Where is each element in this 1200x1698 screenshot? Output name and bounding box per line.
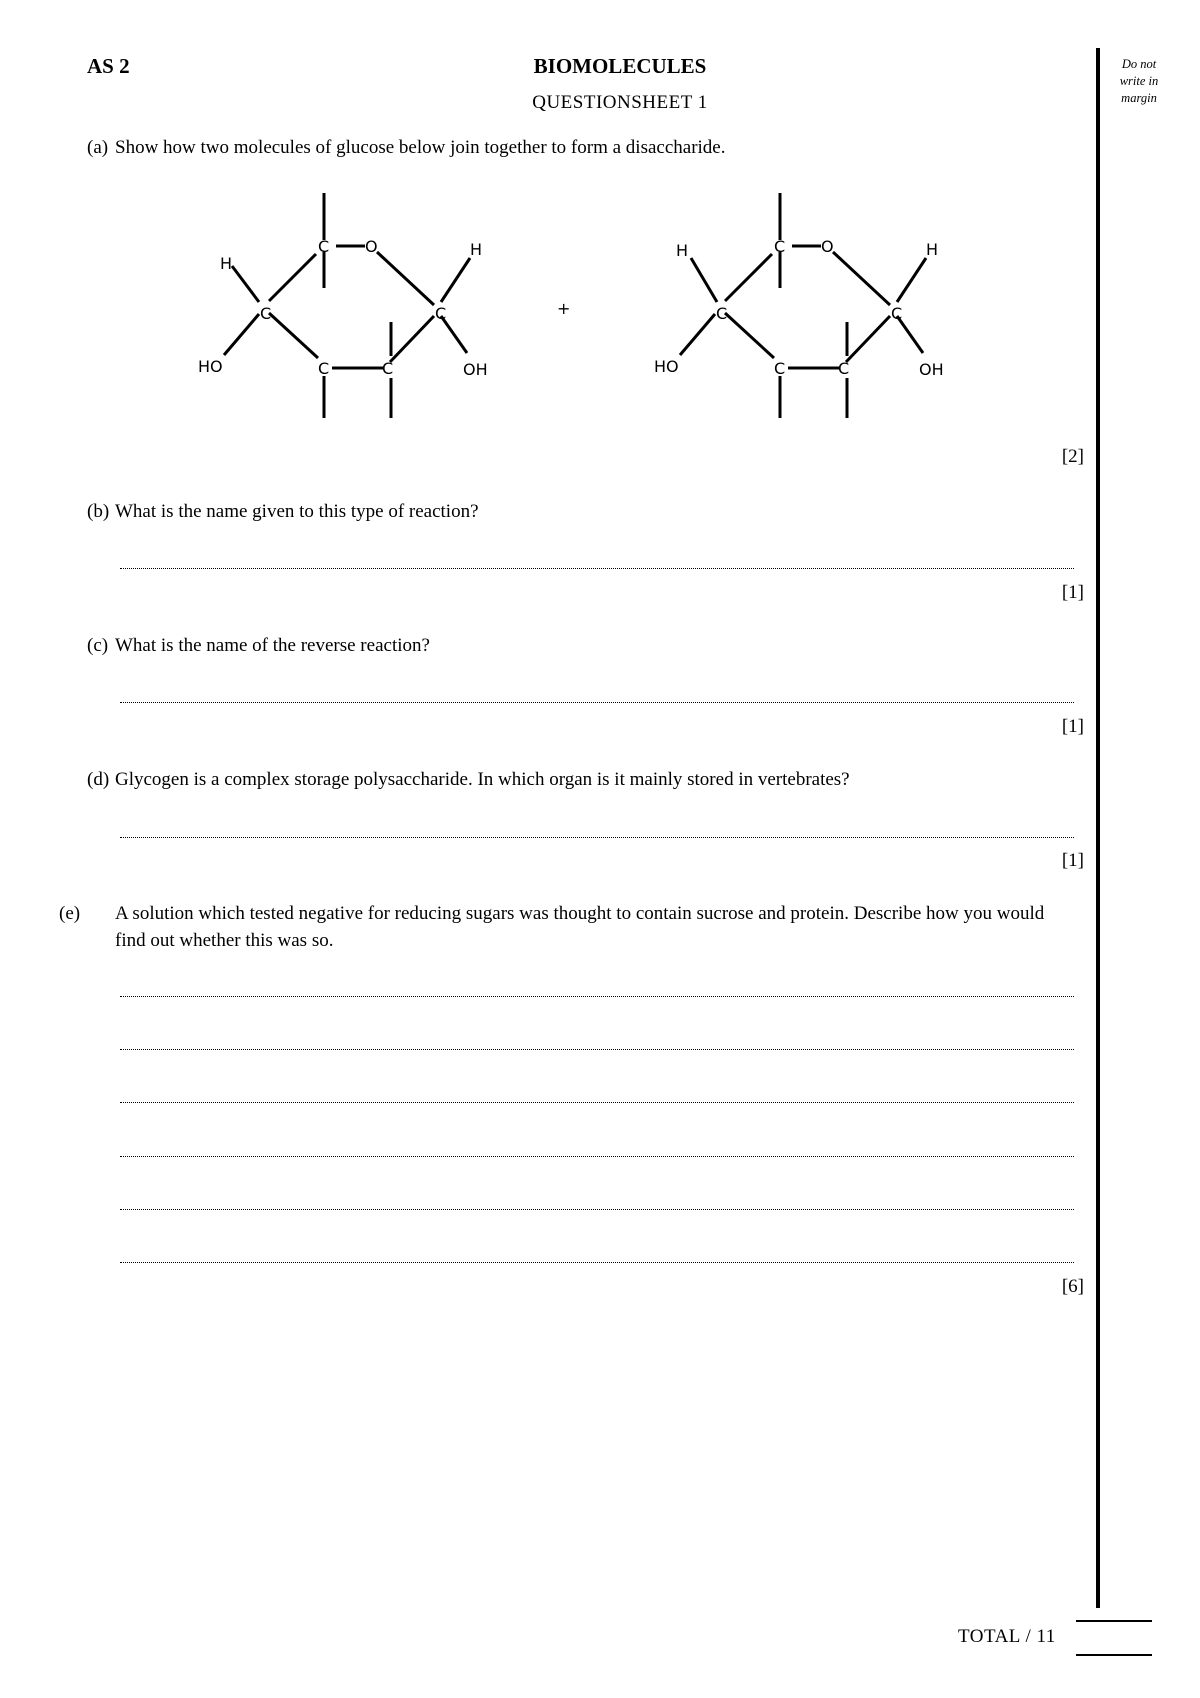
- atom-c5-right: C: [838, 359, 850, 378]
- atom-c3-left: C: [435, 304, 447, 323]
- marks-b: [1]: [1061, 582, 1084, 603]
- answer-line-e-6[interactable]: [120, 1262, 1074, 1263]
- atom-o-right: O: [821, 237, 834, 256]
- question-b-text: What is the name given to this type of reaction?: [115, 501, 479, 522]
- question-b: [87, 498, 1077, 525]
- question-e: [59, 900, 1077, 954]
- answer-line-e-1[interactable]: [120, 996, 1074, 997]
- atom-c5-left: C: [382, 359, 394, 378]
- atom-c4-right: C: [774, 359, 786, 378]
- course-code: AS 2: [87, 54, 130, 78]
- atom-c2-left: C: [260, 304, 272, 323]
- margin-note: Do not write in margin: [1119, 57, 1159, 105]
- marks-d: [1]: [1061, 850, 1084, 871]
- atom-oh-right: OH: [919, 360, 944, 379]
- question-d-label: (d): [87, 769, 110, 790]
- page-title: BIOMOLECULES: [533, 54, 707, 78]
- question-a-label: (a): [87, 137, 109, 158]
- glucose-atoms-left: [198, 237, 488, 379]
- question-c-label: (c): [87, 635, 109, 656]
- atom-ho-left: HO: [198, 357, 223, 376]
- plus-sign: +: [557, 299, 571, 318]
- atom-o-left: O: [365, 237, 378, 256]
- question-d-text: Glycogen is a complex storage polysaccharide. In which organ is it mainly stored in vertebrates?: [115, 769, 850, 790]
- glucose-atoms-right: [654, 237, 944, 379]
- questionsheet-number: QUESTIONSHEET 1: [532, 92, 708, 113]
- atom-oh-left: OH: [463, 360, 488, 379]
- marks-e: [6]: [1061, 1276, 1084, 1297]
- question-a-text: Show how two molecules of glucose below join together to form a disaccharide.: [115, 137, 726, 158]
- answer-line-e-2[interactable]: [120, 1049, 1074, 1050]
- atom-c4-left: C: [318, 359, 330, 378]
- answer-line-e-3[interactable]: [120, 1102, 1074, 1103]
- atom-c1-right: C: [774, 237, 786, 256]
- glucose-diagram: [180, 188, 980, 428]
- answer-line-e-4[interactable]: [120, 1156, 1074, 1157]
- answer-line-b[interactable]: [120, 568, 1074, 569]
- question-e-label: (e): [59, 903, 81, 924]
- question-e-text: A solution which tested negative for reducing sugars was thought to contain sucrose and protein. Describe how you would find out whether this was so.: [115, 903, 1045, 951]
- atom-h2-right: H: [926, 240, 939, 259]
- question-c-text: What is the name of the reverse reaction?: [115, 635, 430, 656]
- atom-c1-left: C: [318, 237, 330, 256]
- marks-a: [2]: [1061, 446, 1084, 467]
- question-b-label: (b): [87, 501, 110, 522]
- answer-line-c[interactable]: [120, 702, 1074, 703]
- total-score-box[interactable]: [1076, 1620, 1152, 1656]
- atom-h1-right: H: [676, 241, 689, 260]
- total-score-label: TOTAL / 11: [958, 1626, 1056, 1647]
- atom-c2-right: C: [716, 304, 728, 323]
- atom-ho-right: HO: [654, 357, 679, 376]
- atom-h2-left: H: [470, 240, 483, 259]
- margin-rule: [1096, 48, 1100, 1608]
- question-c: [87, 632, 1077, 659]
- atom-c3-right: C: [891, 304, 903, 323]
- answer-line-e-5[interactable]: [120, 1209, 1074, 1210]
- question-d: [87, 766, 1077, 793]
- marks-c: [1]: [1061, 716, 1084, 737]
- answer-line-d[interactable]: [120, 837, 1074, 838]
- atom-h1-left: H: [220, 254, 233, 273]
- question-a: [87, 134, 1077, 161]
